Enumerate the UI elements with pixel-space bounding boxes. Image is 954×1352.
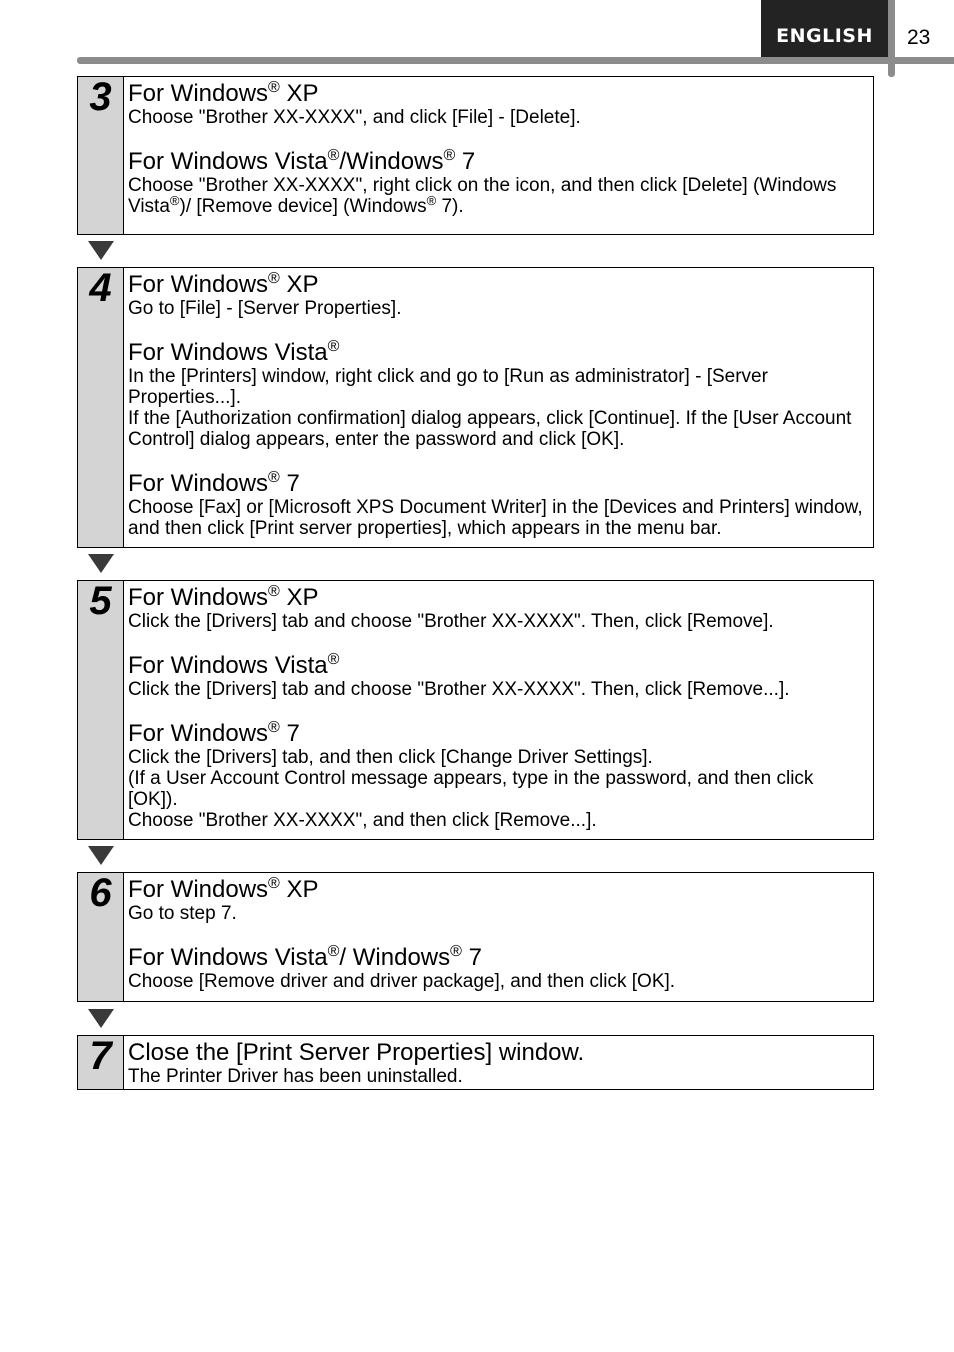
step-content <box>124 77 873 234</box>
text-run: 7 <box>455 148 476 175</box>
text-run: (If a User Account Control message appears, type in the password, and then click [OK]). <box>128 768 814 810</box>
step-number: 7 <box>89 1034 112 1078</box>
instruction-text <box>128 1066 865 1087</box>
text-run: In the [Printers] window, right click and go to [Run as administrator] - [Server Properties...]. <box>128 366 768 408</box>
instruction-text <box>128 366 865 408</box>
step-number: 5 <box>89 579 112 623</box>
instruction-text <box>128 903 865 924</box>
text-run: Choose "Brother XX-XXXX", and then click [Remove...]. <box>128 810 597 831</box>
text-run: The Printer Driver has been uninstalled. <box>128 1066 463 1087</box>
section-heading <box>128 585 865 611</box>
text-run: Choose [Remove driver and driver package], and then click [OK]. <box>128 971 676 992</box>
step-number: 3 <box>89 75 112 119</box>
text-run: XP <box>279 584 319 611</box>
step-box-4 <box>77 267 874 548</box>
text-run: XP <box>279 80 319 107</box>
instruction-text <box>128 408 865 450</box>
text-run: )/ [Remove device] (Windows <box>179 196 427 217</box>
text-run: Choose [Fax] or [Microsoft XPS Document Writer] in the [Devices and Printers] window, and then click [Print server properties], which appears in the menu bar. <box>128 497 863 539</box>
instruction-text <box>128 810 865 831</box>
step-content <box>124 268 873 547</box>
os-section <box>128 585 865 632</box>
text-run: XP <box>279 876 319 903</box>
os-section <box>128 877 865 924</box>
text-run: For Windows <box>128 584 269 611</box>
text-run: For Windows Vista <box>128 339 328 366</box>
section-heading <box>128 721 865 747</box>
text-run: Click the [Drivers] tab and choose "Brother XX-XXXX". Then, click [Remove]. <box>128 611 774 632</box>
text-run: / Windows <box>339 944 451 971</box>
step-content <box>124 581 873 839</box>
step-number-column <box>78 77 124 234</box>
text-run: If the [Authorization confirmation] dialog appears, click [Continue]. If the [User Account Control] dialog appears, enter the password and click [OK]. <box>128 408 852 450</box>
section-heading <box>128 877 865 903</box>
registered-mark: ® <box>450 943 462 960</box>
text-run: For Windows Vista <box>128 148 328 175</box>
section-heading <box>128 272 865 298</box>
os-section <box>128 149 865 217</box>
os-section <box>128 340 865 450</box>
text-run: For Windows Vista <box>128 944 328 971</box>
text-run: For Windows <box>128 720 269 747</box>
text-run: For Windows <box>128 271 269 298</box>
section-heading <box>128 1040 865 1066</box>
os-section <box>128 945 865 992</box>
os-section <box>128 81 865 128</box>
step-box-7 <box>77 1035 874 1090</box>
text-run: 7 <box>279 470 300 497</box>
section-heading <box>128 945 865 971</box>
registered-mark: ® <box>169 193 180 208</box>
text-run: Close the [Print Server Properties] window. <box>128 1039 585 1066</box>
instruction-text <box>128 611 865 632</box>
registered-mark: ® <box>443 147 456 164</box>
step-number-column <box>78 268 124 547</box>
down-arrow-icon <box>88 1009 114 1028</box>
os-section <box>128 1040 865 1087</box>
step-number-column <box>78 1036 124 1089</box>
registered-mark: ® <box>268 79 280 96</box>
registered-mark: ® <box>268 719 280 736</box>
registered-mark: ® <box>327 338 340 355</box>
text-run: 7). <box>436 196 464 217</box>
registered-mark: ® <box>268 583 280 600</box>
os-section <box>128 653 865 700</box>
instruction-text <box>128 107 865 128</box>
section-heading <box>128 149 865 175</box>
section-heading <box>128 471 865 497</box>
registered-mark: ® <box>426 193 437 208</box>
header-rule <box>77 57 954 64</box>
os-section <box>128 721 865 831</box>
down-arrow-icon <box>88 241 114 260</box>
text-run: For Windows <box>128 470 269 497</box>
registered-mark: ® <box>327 147 340 164</box>
registered-mark: ® <box>268 270 280 287</box>
language-tab <box>761 0 888 57</box>
registered-mark: ® <box>268 875 280 892</box>
registered-mark: ® <box>268 469 280 486</box>
down-arrow-icon <box>88 846 114 865</box>
step-box-5 <box>77 580 874 840</box>
instruction-text <box>128 747 865 768</box>
instruction-text <box>128 497 865 539</box>
section-heading <box>128 653 865 679</box>
tab-edge <box>888 0 895 77</box>
registered-mark: ® <box>327 651 340 668</box>
registered-mark: ® <box>327 943 340 960</box>
step-number: 4 <box>89 266 112 310</box>
text-run: Click the [Drivers] tab, and then click [Change Driver Settings]. <box>128 747 653 768</box>
text-run: Go to [File] - [Server Properties]. <box>128 298 402 319</box>
text-run: Choose "Brother XX-XXXX", right click on the icon, and then click [Delete] (Windows Vista <box>128 175 837 217</box>
section-heading <box>128 81 865 107</box>
text-run: For Windows <box>128 876 269 903</box>
os-section <box>128 471 865 539</box>
page-number: 23 <box>907 26 931 49</box>
text-run: Choose "Brother XX-XXXX", and click [File] - [Delete]. <box>128 107 581 128</box>
instruction-text <box>128 768 865 810</box>
text-run: Go to step 7. <box>128 903 237 924</box>
text-run: Click the [Drivers] tab and choose "Brother XX-XXXX". Then, click [Remove...]. <box>128 679 790 700</box>
section-heading <box>128 340 865 366</box>
instruction-text <box>128 971 865 992</box>
text-run: For Windows Vista <box>128 652 328 679</box>
instruction-text <box>128 175 865 217</box>
text-run: 7 <box>461 944 482 971</box>
instruction-text <box>128 679 865 700</box>
step-number: 6 <box>89 871 112 915</box>
step-number-column <box>78 873 124 1001</box>
down-arrow-icon <box>88 554 114 573</box>
text-run: For Windows <box>128 80 269 107</box>
instruction-text <box>128 298 865 319</box>
step-box-3 <box>77 76 874 235</box>
text-run: XP <box>279 271 319 298</box>
language-label: ENGLISH <box>776 24 873 47</box>
step-box-6 <box>77 872 874 1002</box>
step-number-column <box>78 581 124 839</box>
text-run: 7 <box>279 720 300 747</box>
step-content <box>124 1036 873 1089</box>
step-content <box>124 873 873 1001</box>
text-run: /Windows <box>339 148 444 175</box>
os-section <box>128 272 865 319</box>
